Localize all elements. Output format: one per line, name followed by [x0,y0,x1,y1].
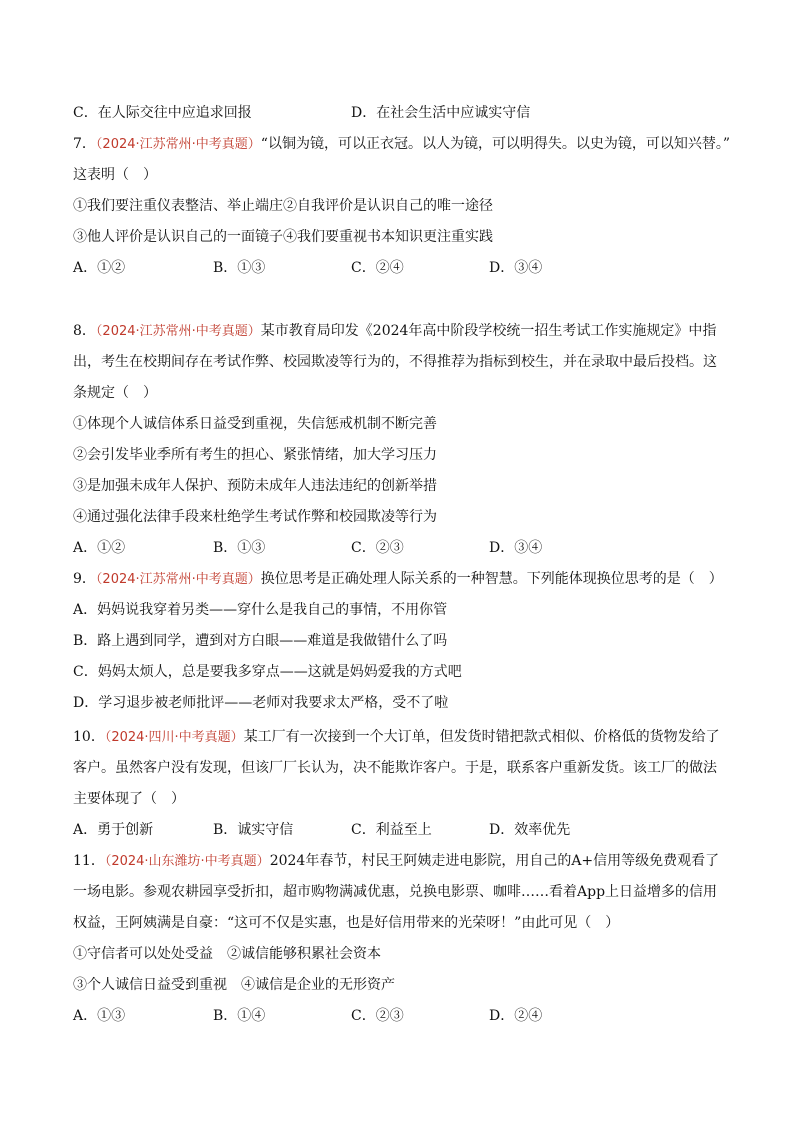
q8-option-d: D．③④ [489,540,543,556]
q9-option-a: A．妈妈说我穿着另类——穿什么是我自己的事情，不用你管 [73,602,448,618]
q10-text-1: 某工厂有一次接到一个大订单，但发货时错把款式相似、价格低的货物发给了 [243,729,720,745]
q8-statement-2: ②会引发毕业季所有考生的担心、紧张情绪，加大学习压力 [73,447,437,463]
q10-option-a: A．勇于创新 [73,822,154,838]
q11-source: （2024·山东潍坊·中考真题） [104,854,270,869]
q7-option-b: B．①③ [213,260,266,276]
q10-source: （2024·四川·中考真题） [104,730,244,745]
q7-number: 7． [73,136,96,152]
q7-text-1: “以铜为镜，可以正衣冠。以人为镜，可以明得失。以史为镜，可以知兴替。” [260,136,731,152]
q11-options [73,1006,733,1026]
q11-stem-line3: 权益，王阿姨满是自豪：“这可不仅是实惠，也是好信用带来的光荣呀！”由此可见（ ） [73,915,620,931]
q8-option-b: B．①③ [213,540,266,556]
q8-statement-1: ①体现个人诚信体系日益受到重视，失信惩戒机制不断完善 [73,416,437,432]
q7-option-d: D．③④ [489,260,543,276]
q7-options [73,258,733,278]
q10-stem-line3: 主要体现了（ ） [73,791,185,807]
q8-stem-line1 [73,321,716,341]
q8-options [73,538,733,558]
q9-option-c: C．妈妈太烦人，总是要我多穿点——这就是妈妈爱我的方式吧 [73,664,462,680]
q9-stem-line1 [73,569,723,589]
q10-stem-line2: 客户。虽然客户没有发现，但该厂厂长认为，决不能欺诈客户。于是，联系客户重新发货。该工厂的做法 [73,760,717,776]
q10-option-b: B．诚实守信 [213,822,294,838]
q7-statements-1: ①我们要注重仪表整洁、举止端庄②自我评价是认识自己的唯一途径 [73,198,493,214]
q7-option-a: A．①② [73,260,126,276]
q9-number: 9． [73,571,96,587]
q9-source: （2024·江苏常州·中考真题） [95,572,261,587]
q10-stem-line1 [73,727,720,747]
q8-option-a: A．①② [73,540,126,556]
q8-statement-4: ④通过强化法律手段来杜绝学生考试作弊和校园欺凌等行为 [73,509,437,525]
q10-option-d: D．效率优先 [489,822,571,838]
q8-source: （2024·江苏常州·中考真题） [95,324,261,339]
q11-option-c: C．②③ [351,1008,404,1024]
q11-option-d: D．②④ [489,1008,543,1024]
q10-options [73,820,733,840]
q7-stem-line2: 这表明（ ） [73,167,157,183]
q11-text-1: 2024年春节，村民王阿姨走进电影院，用自己的A+信用等级免费观看了 [269,853,720,869]
q7-statements-2: ③他人评价是认识自己的一面镜子④我们要重视书本知识更注重实践 [73,229,493,245]
q8-statement-3: ③是加强未成年人保护、预防未成年人违法违纪的创新举措 [73,478,437,494]
q11-option-b: B．①④ [213,1008,266,1024]
q9-text-1: 换位思考是正确处理人际关系的一种智慧。下列能体现换位思考的是（ ） [260,571,723,587]
q11-stem-line2: 一场电影。参观农耕园享受折扣，超市购物满减优惠，兑换电影票、咖啡……看着App上日益增多的信用 [73,884,718,900]
q10-option-c: C．利益至上 [351,822,432,838]
q11-statements-2: ③个人诚信日益受到重视 ④诚信是企业的无形资产 [73,977,395,993]
q8-option-c: C．②③ [351,540,404,556]
q8-text-1: 某市教育局印发《2024年高中阶段学校统一招生考试工作实施规定》中指 [260,323,717,339]
q10-number: 10． [73,729,105,745]
q8-number: 8． [73,323,96,339]
q8-stem-line3: 条规定（ ） [73,385,157,401]
q6-option-d: D．在社会生活中应诚实守信 [351,105,531,121]
q6-option-c: C．在人际交往中应追求回报 [73,105,252,121]
q9-option-b: B．路上遇到同学，遭到对方白眼——难道是我做错什么了吗 [73,633,448,649]
q8-stem-line2: 出，考生在校期间存在考试作弊、校园欺凌等行为的，不得推荐为指标到校生，并在录取中最后投档。这 [73,354,717,370]
q11-stem-line1 [73,851,719,871]
q11-statements-1: ①守信者可以处处受益 ②诚信能够积累社会资本 [73,946,381,962]
q7-stem-line1 [73,134,730,154]
q7-option-c: C．②④ [351,260,404,276]
q6-options [73,103,733,123]
q11-number: 11． [73,853,105,869]
q9-option-d: D．学习退步被老师批评——老师对我要求太严格，受不了啦 [73,695,449,711]
q7-source: （2024·江苏常州·中考真题） [95,137,261,152]
q11-option-a: A．①③ [73,1008,126,1024]
